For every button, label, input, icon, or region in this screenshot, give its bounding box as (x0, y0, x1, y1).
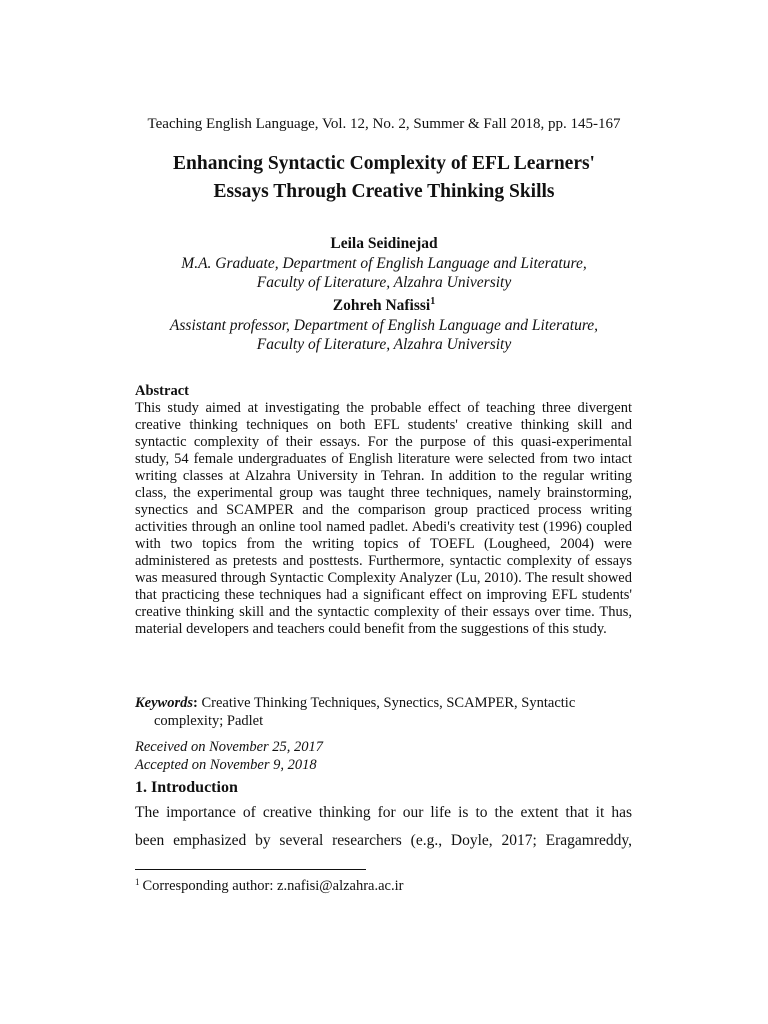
author-2 (0, 296, 768, 354)
keywords-label: Keywords (135, 695, 193, 711)
author-name (0, 234, 768, 254)
introduction-line-2: been emphasized by several researchers (e.g., Doyle, 2017; Eragamreddy, (135, 832, 632, 849)
title-line-2: Essays Through Creative Thinking Skills (213, 181, 555, 202)
keywords-line-1: Creative Thinking Techniques, Synectics, SCAMPER, Syntactic (197, 695, 576, 711)
keywords-colon: : (193, 695, 198, 711)
publication-dates (135, 738, 632, 774)
journal-citation: Teaching English Language, Vol. 12, No. 2, Summer & Fall 2018, pp. 145-167 (147, 116, 621, 132)
author-name-text: Leila Seidinejad (330, 235, 438, 252)
affiliation-line-1: M.A. Graduate, Department of English Language and Literature, (181, 255, 587, 272)
author-name (0, 296, 768, 316)
affiliation-line-2: Faculty of Literature, Alzahra University (256, 336, 512, 353)
section-heading-introduction: 1. Introduction (135, 779, 238, 796)
author-affiliation (0, 254, 768, 292)
footnote-marker: 1 (430, 296, 436, 307)
received-date: Received on November 25, 2017 (135, 739, 324, 755)
author-block (0, 234, 768, 354)
introduction-line-1: The importance of creative thinking for our life is to the extent that it has (135, 804, 632, 821)
accepted-date: Accepted on November 9, 2018 (135, 757, 317, 773)
title-line-1: Enhancing Syntactic Complexity of EFL Learners' (173, 153, 595, 174)
author-affiliation (0, 316, 768, 354)
author-1 (0, 234, 768, 292)
footnote (135, 877, 403, 895)
paper-title (0, 150, 768, 206)
footnote-number: 1 (135, 877, 140, 887)
abstract-heading: Abstract (135, 383, 189, 399)
introduction-body (135, 799, 632, 855)
keywords-section (135, 694, 632, 730)
affiliation-line-2: Faculty of Literature, Alzahra University (256, 274, 512, 291)
keywords-line-2: complexity; Padlet (154, 713, 264, 729)
abstract-section (135, 383, 632, 638)
author-name-text: Zohreh Nafissi (332, 297, 431, 314)
footnote-text: Corresponding author: z.nafisi@alzahra.ac.ir (142, 878, 404, 894)
affiliation-line-1: Assistant professor, Department of English Language and Literature, (169, 317, 599, 334)
footnote-divider (135, 869, 366, 870)
abstract-body: This study aimed at investigating the probable effect of teaching three divergent creative thinking techniques on both EFL students' creative thinking skill and syntactic complexity of their essays. For the purpose of this quasi-experimental study, 54 female undergraduates of English literature were selected from two intact writing classes at Alzahra University in Tehran. In addition to the regular writing class, the experimental group was taught three techniques, namely brainstorming, synectics and SCAMPER and the comparison group practiced process writing activities through an online tool named padlet. Abedi's creativity test (1996) coupled with two topics from the writing topics of TOEFL (Lougheed, 2004) were administered as pretests and posttests. Furthermore, syntactic complexity of essays was measured through Syntactic Complexity Analyzer (Lu, 2010). The result showed that practicing these techniques had a significant effect on improving EFL students' creative thinking skill and the syntactic complexity of their essays over time. Thus, material developers and teachers could benefit from the suggestions of this study. (135, 400, 632, 637)
